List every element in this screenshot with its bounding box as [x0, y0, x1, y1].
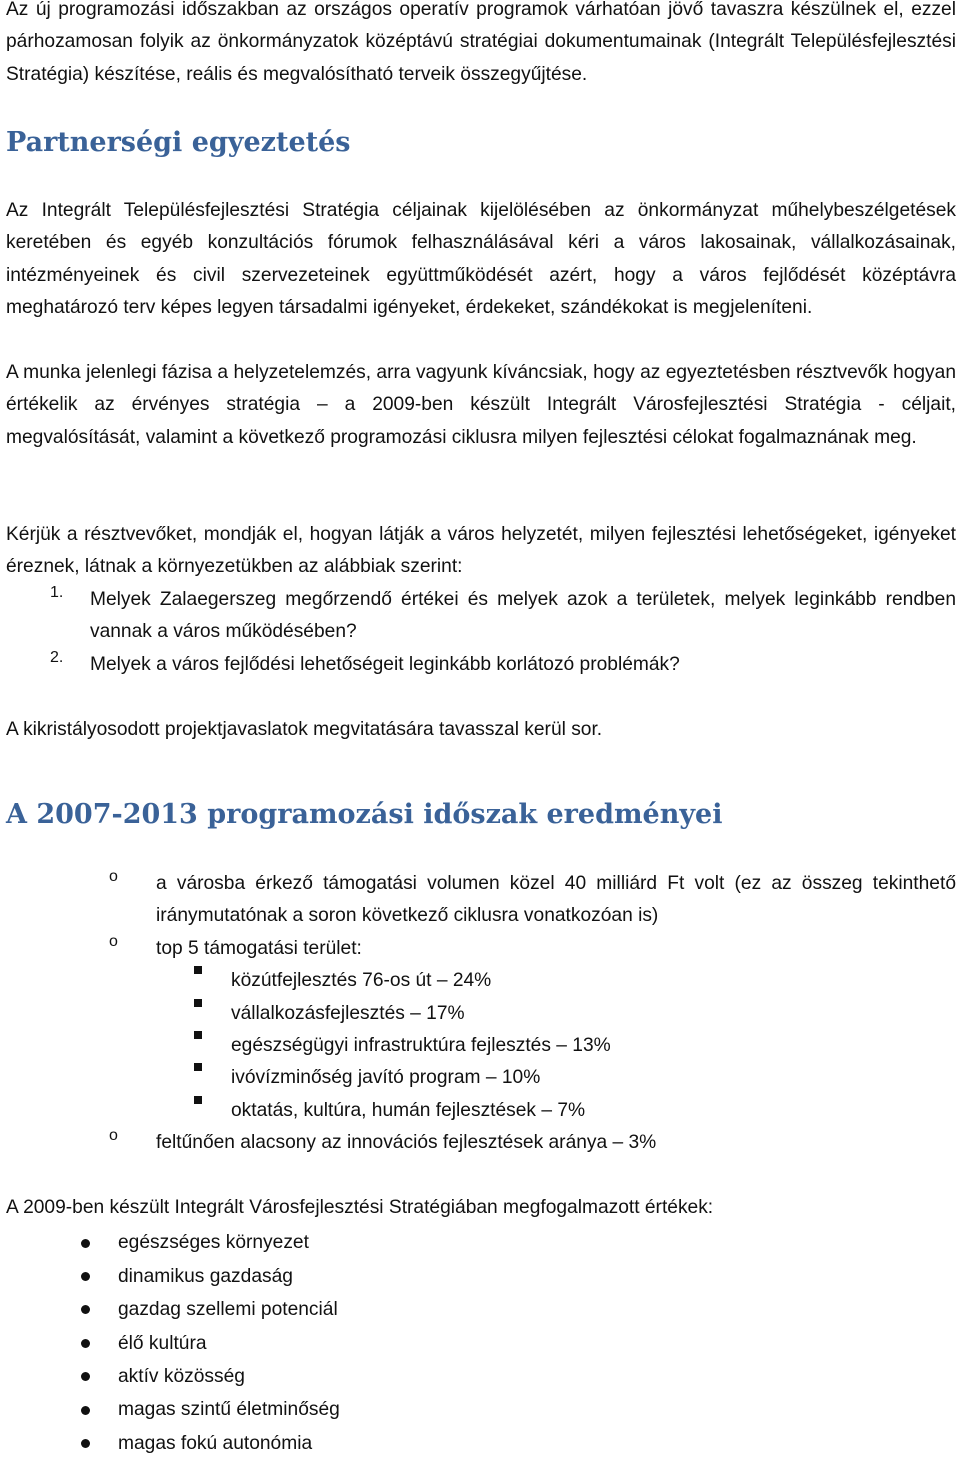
- values-item: [6, 1327, 956, 1360]
- circle-bullet-icon: o: [109, 932, 118, 950]
- support-area-text: egészségügyi infrastruktúra fejlesztés – 13%: [231, 1035, 611, 1057]
- intro-paragraph: Az új programozási időszakban az országos operatív programok várhatóan jövő tavaszra készülnek el, ezzel párhozamosan folyik az önkormányzatok középtávú stratégiai dokumentumainak (Integrált Településfejlesztési Stratégia) készítése, reális és megvalósítható terveik összegyűjtése.: [6, 0, 956, 85]
- results-list: [6, 868, 956, 1160]
- values-item-text: dinamikus gazdaság: [118, 1265, 293, 1287]
- square-bullet-icon: [194, 1096, 202, 1104]
- question-text: Melyek a város fejlődési lehetőségeit leginkább korlátozó problémák?: [90, 653, 680, 675]
- partnership-closing: A kikristályosodott projektjavaslatok megvitatására tavasszal kerül sor.: [6, 719, 603, 740]
- bullet-icon: [81, 1406, 90, 1415]
- question-list: [6, 584, 956, 681]
- results-heading: A 2007-2013 programozási időszak eredményei: [6, 799, 723, 830]
- results-item: [6, 1127, 956, 1159]
- values-item: [6, 1427, 956, 1460]
- values-item: [6, 1260, 956, 1293]
- bullet-icon: [81, 1439, 90, 1448]
- values-item-text: magas fokú autonómia: [118, 1432, 313, 1454]
- square-bullet-icon: [194, 1063, 202, 1071]
- square-bullet-icon: [194, 999, 202, 1007]
- values-item: [6, 1227, 956, 1260]
- support-area-text: oktatás, kultúra, humán fejlesztések – 7%: [231, 1099, 586, 1121]
- results-item: [6, 933, 956, 965]
- bullet-icon: [81, 1239, 90, 1248]
- values-item: [6, 1294, 956, 1327]
- results-item-text: a városba érkező támogatási volumen közel 40 milliárd Ft volt (ez az összeg tekinthető iránymutatónak a soron következő ciklusra vonatkozóan is): [156, 873, 956, 927]
- support-area-item: [6, 1095, 956, 1127]
- question-number: 1.: [50, 584, 64, 601]
- partnership-paragraph-1: Az Integrált Településfejlesztési Stratégia céljainak kijelölésében az önkormányzat műhelybeszélgetések keretében és egyéb konzultációs fórumok felhasználásával kéri a város lakosainak, vállalkozásainak, intézményeinek és civil szervezeteinek együttműködését azért, hogy a város fejlődését középtávra meghatározó terv képes legyen társadalmi igényeket, érdekeket, szándékokat is megjeleníteni.: [6, 200, 956, 319]
- support-area-item: [6, 965, 956, 997]
- values-item-text: gazdag szellemi potenciál: [118, 1299, 338, 1321]
- bullet-icon: [81, 1339, 90, 1348]
- values-intro: A 2009-ben készült Integrált Városfejlesztési Stratégiában megfogalmazott értékek:: [6, 1197, 714, 1218]
- question-item: [6, 584, 956, 649]
- results-item-text: feltűnően alacsony az innovációs fejlesztések aránya – 3%: [156, 1132, 657, 1154]
- values-item-text: egészséges környezet: [118, 1232, 309, 1254]
- values-item-text: aktív közösség: [118, 1366, 245, 1388]
- values-item: [6, 1394, 956, 1427]
- partnership-paragraph-3: Kérjük a résztvevőket, mondják el, hogyan látják a város helyzetét, milyen fejlesztési lehetőségeket, igényeket éreznek, látnak a környezetükben az alábbiak szerint:: [6, 524, 956, 578]
- support-area-item: [6, 1030, 956, 1062]
- square-bullet-icon: [194, 1031, 202, 1039]
- bullet-icon: [81, 1272, 90, 1281]
- support-area-list: [6, 965, 956, 1127]
- support-area-item: [6, 998, 956, 1030]
- question-text: Melyek Zalaegerszeg megőrzendő értékei és melyek azok a területek, melyek leginkább rendben vannak a város működésében?: [90, 589, 956, 643]
- square-bullet-icon: [194, 966, 202, 974]
- values-item: [6, 1361, 956, 1394]
- results-item: [6, 868, 956, 933]
- values-list: [6, 1227, 956, 1461]
- question-item: [6, 649, 956, 681]
- bullet-icon: [81, 1305, 90, 1314]
- results-item-text: top 5 támogatási terület:: [156, 937, 362, 959]
- partnership-paragraph-2: A munka jelenlegi fázisa a helyzetelemzés, arra vagyunk kíváncsiak, hogy az egyeztetésben résztvevők hogyan értékelik az érvényes stratégia – a 2009-ben készült Integrált Városfejlesztési Stratégia - céljait, megvalósítását, valamint a következő programozási ciklusra milyen fejlesztési célokat fogalmaznának meg.: [6, 362, 956, 448]
- support-area-text: vállalkozásfejlesztés – 17%: [231, 1002, 465, 1024]
- circle-bullet-icon: o: [109, 868, 118, 885]
- values-item-text: élő kultúra: [118, 1332, 207, 1354]
- support-area-text: közútfejlesztés 76-os út – 24%: [231, 970, 492, 992]
- circle-bullet-icon: o: [109, 1127, 118, 1145]
- values-item-text: magas szintű életminőség: [118, 1399, 340, 1421]
- support-area-text: ivóvízminőség javító program – 10%: [231, 1067, 541, 1089]
- bullet-icon: [81, 1372, 90, 1381]
- question-number: 2.: [50, 648, 64, 666]
- partnership-heading: Partnerségi egyeztetés: [6, 127, 351, 158]
- support-area-item: [6, 1062, 956, 1094]
